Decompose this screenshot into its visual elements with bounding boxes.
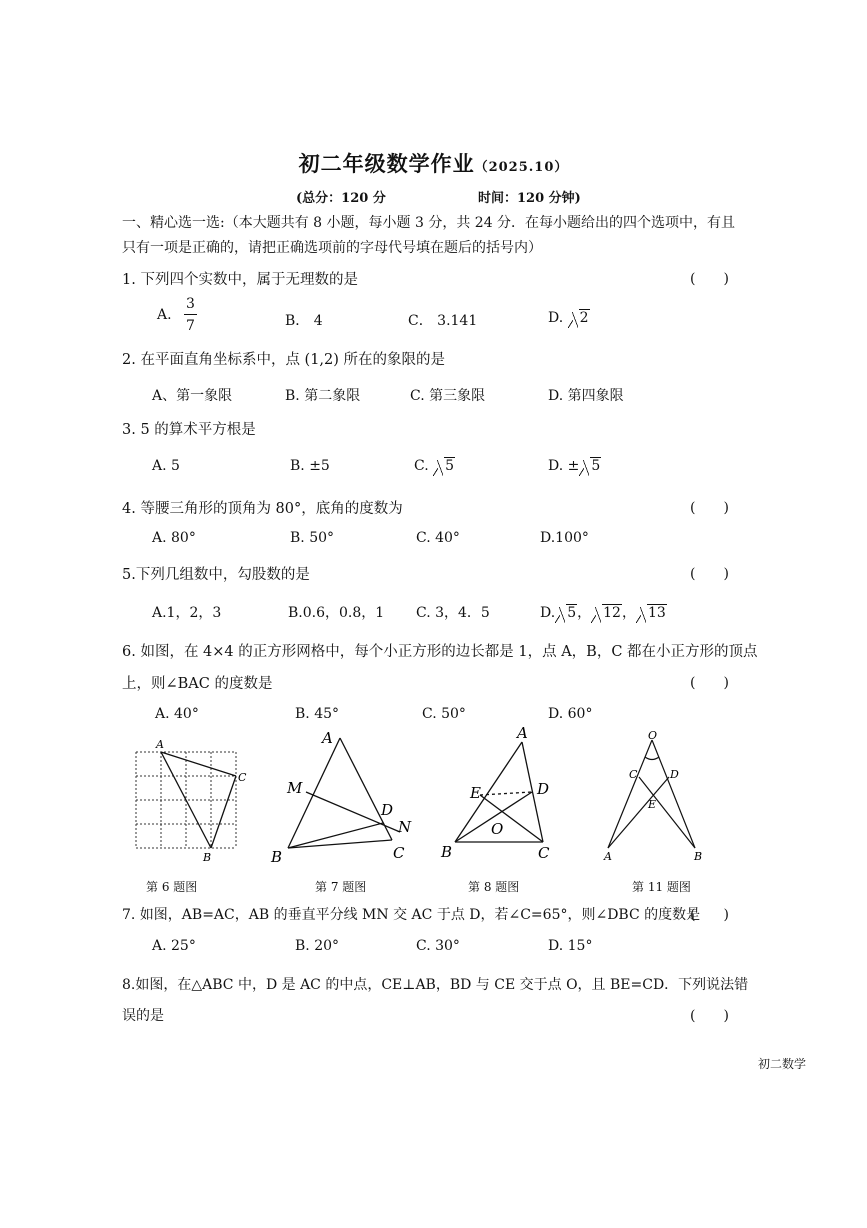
q1-a-numerator: 3	[184, 297, 197, 315]
q6-stem-line1: 6. 如图，在 4×4 的正方形网格中，每个小正方形的边长都是 1，点 A，B，C 都在小正方形的顶点	[122, 644, 758, 660]
q8-stem-line2: 误的是	[122, 1008, 164, 1024]
fig8-label-b: B	[441, 843, 453, 861]
q1-d-label: D.	[548, 310, 564, 326]
q1-option-b: B． 4	[285, 313, 323, 329]
figures-row	[0, 720, 867, 880]
figure-11-caption: 第 11 题图	[632, 880, 691, 894]
q8-stem-line1: 8.如图，在△ABC 中，D 是 AC 的中点，CE⊥AB，BD 与 CE 交于点 O，且 BE=CD．下列说法错	[122, 977, 749, 993]
q1-d-radicand: 2	[579, 310, 589, 326]
q7-option-b: B. 20°	[295, 938, 340, 954]
fig7-label-b: B	[271, 848, 283, 866]
q1-option-d	[548, 310, 590, 326]
q3-option-b: B. ±5	[290, 458, 330, 474]
q2-option-a: A、第一象限	[152, 388, 233, 404]
fig8-label-e: E	[470, 784, 481, 802]
q4-option-d: D.100°	[540, 530, 589, 546]
fig11-label-c: C	[629, 768, 638, 781]
fig11-label-d: D	[670, 768, 679, 781]
q5-d-radicand-2: 12	[603, 605, 621, 621]
section1-instruction-line2: 只有一项是正确的，请把正确选项前的字母代号填在题后的括号内）	[122, 240, 542, 256]
figure-7	[288, 738, 400, 848]
q3-option-a: A. 5	[152, 458, 180, 474]
q5-stem: 5.下列几组数中，勾股数的是	[122, 567, 310, 583]
q5-sep-2: ，	[621, 605, 636, 621]
q6-stem-line2: 上，则∠BAC 的度数是	[122, 676, 273, 692]
fig7-label-a: A	[322, 729, 333, 747]
q4-answer-paren: ( )	[690, 500, 729, 516]
q2-stem: 2. 在平面直角坐标系中，点 (1,2) 所在的象限的是	[122, 352, 446, 368]
figure-6-caption: 第 6 题图	[146, 880, 198, 894]
q7-option-c: C. 30°	[416, 938, 460, 954]
figure-11	[608, 740, 695, 848]
title-text: 初二年级数学作业	[298, 151, 475, 176]
fig8-label-c: C	[538, 844, 550, 862]
q5-sep-1: ，	[577, 605, 592, 621]
q6-option-a: A. 40°	[155, 706, 199, 722]
q7-answer-paren: ( )	[690, 907, 729, 923]
fig8-label-o: O	[491, 820, 504, 838]
q3-d-radicand: 5	[591, 458, 601, 474]
q3-option-c	[414, 458, 455, 474]
fig7-label-n: N	[398, 818, 412, 836]
q5-d-radicand-3: 13	[647, 605, 666, 621]
q5-option-d	[540, 602, 667, 622]
q3-c-radicand: 5	[445, 458, 455, 474]
q6-option-c: C. 50°	[422, 706, 466, 722]
fig8-label-d: D	[537, 780, 550, 798]
fig7-label-c: C	[393, 844, 405, 862]
q8-answer-paren: ( )	[690, 1008, 729, 1024]
q1-answer-paren: ( )	[690, 271, 729, 287]
sqrt-symbol	[555, 605, 577, 621]
q6-option-b: B. 45°	[295, 706, 340, 722]
q1-stem: 1. 下列四个实数中，属于无理数的是	[122, 272, 358, 288]
sqrt-symbol	[433, 458, 455, 474]
q2-option-d: D. 第四象限	[548, 388, 624, 404]
fig6-label-a: A	[156, 738, 164, 751]
q4-option-c: C. 40°	[416, 530, 460, 546]
sqrt-symbol	[568, 310, 590, 326]
q1-option-a	[157, 297, 197, 333]
q4-option-a: A. 80°	[152, 530, 196, 546]
q2-option-b: B. 第二象限	[285, 388, 361, 404]
footer-label: 初二数学	[758, 1057, 807, 1071]
page-title	[0, 148, 867, 178]
q1-a-fraction	[184, 297, 197, 333]
q3-option-d	[548, 458, 601, 474]
q1-option-c: C． 3.141	[408, 313, 478, 329]
figure-8-caption: 第 8 题图	[468, 880, 520, 894]
section1-instruction-line1: 一、精心选一选:（本大题共有 8 小题，每小题 3 分，共 24 分．在每小题给出的四个选项中，有且	[122, 215, 736, 231]
fig11-label-e: E	[648, 798, 657, 811]
q4-stem: 4. 等腰三角形的顶角为 80°，底角的度数为	[122, 501, 403, 517]
fig11-label-a: A	[604, 850, 612, 863]
sqrt-symbol	[591, 605, 622, 621]
fig11-label-o: O	[648, 729, 658, 742]
sqrt-symbol	[636, 605, 667, 621]
q3-d-label: D. ±	[548, 458, 580, 474]
q7-option-d: D. 15°	[548, 938, 593, 954]
fig7-label-d: D	[381, 801, 394, 819]
figure-6	[136, 752, 236, 848]
q5-option-a: A.1，2，3	[152, 605, 222, 621]
q7-stem: 7. 如图，AB=AC，AB 的垂直平分线 MN 交 AC 于点 D，若∠C=65°，则∠DBC 的度数是	[122, 907, 701, 923]
total-score: (总分：120 分	[296, 191, 386, 206]
fig6-label-b: B	[203, 851, 212, 864]
time-limit: 时间：120 分钟)	[478, 191, 581, 206]
q2-option-c: C. 第三象限	[410, 388, 486, 404]
fig6-label-c: C	[238, 771, 247, 784]
q6-answer-paren: ( )	[690, 675, 729, 691]
q1-a-label: A.	[157, 307, 172, 323]
figure-7-caption: 第 7 题图	[315, 880, 367, 894]
q7-option-a: A. 25°	[152, 938, 196, 954]
q3-c-label: C.	[414, 458, 429, 474]
q5-d-radicand-1: 5	[567, 605, 577, 621]
q5-option-b: B.0.6，0.8，1	[288, 605, 385, 621]
fig8-label-a: A	[517, 724, 528, 742]
q6-option-d: D. 60°	[548, 706, 593, 722]
q1-a-denominator: 7	[186, 318, 195, 334]
q5-option-c: C. 3，4．5	[416, 605, 490, 621]
q3-stem: 3. 5 的算术平方根是	[122, 422, 256, 438]
q5-answer-paren: ( )	[690, 566, 729, 582]
fig7-label-m: M	[287, 779, 303, 797]
fig11-label-b: B	[694, 850, 703, 863]
q4-option-b: B. 50°	[290, 530, 335, 546]
title-date: （2025.10）	[474, 160, 569, 175]
sqrt-symbol	[579, 458, 601, 474]
q5-d-label: D.	[540, 605, 556, 621]
